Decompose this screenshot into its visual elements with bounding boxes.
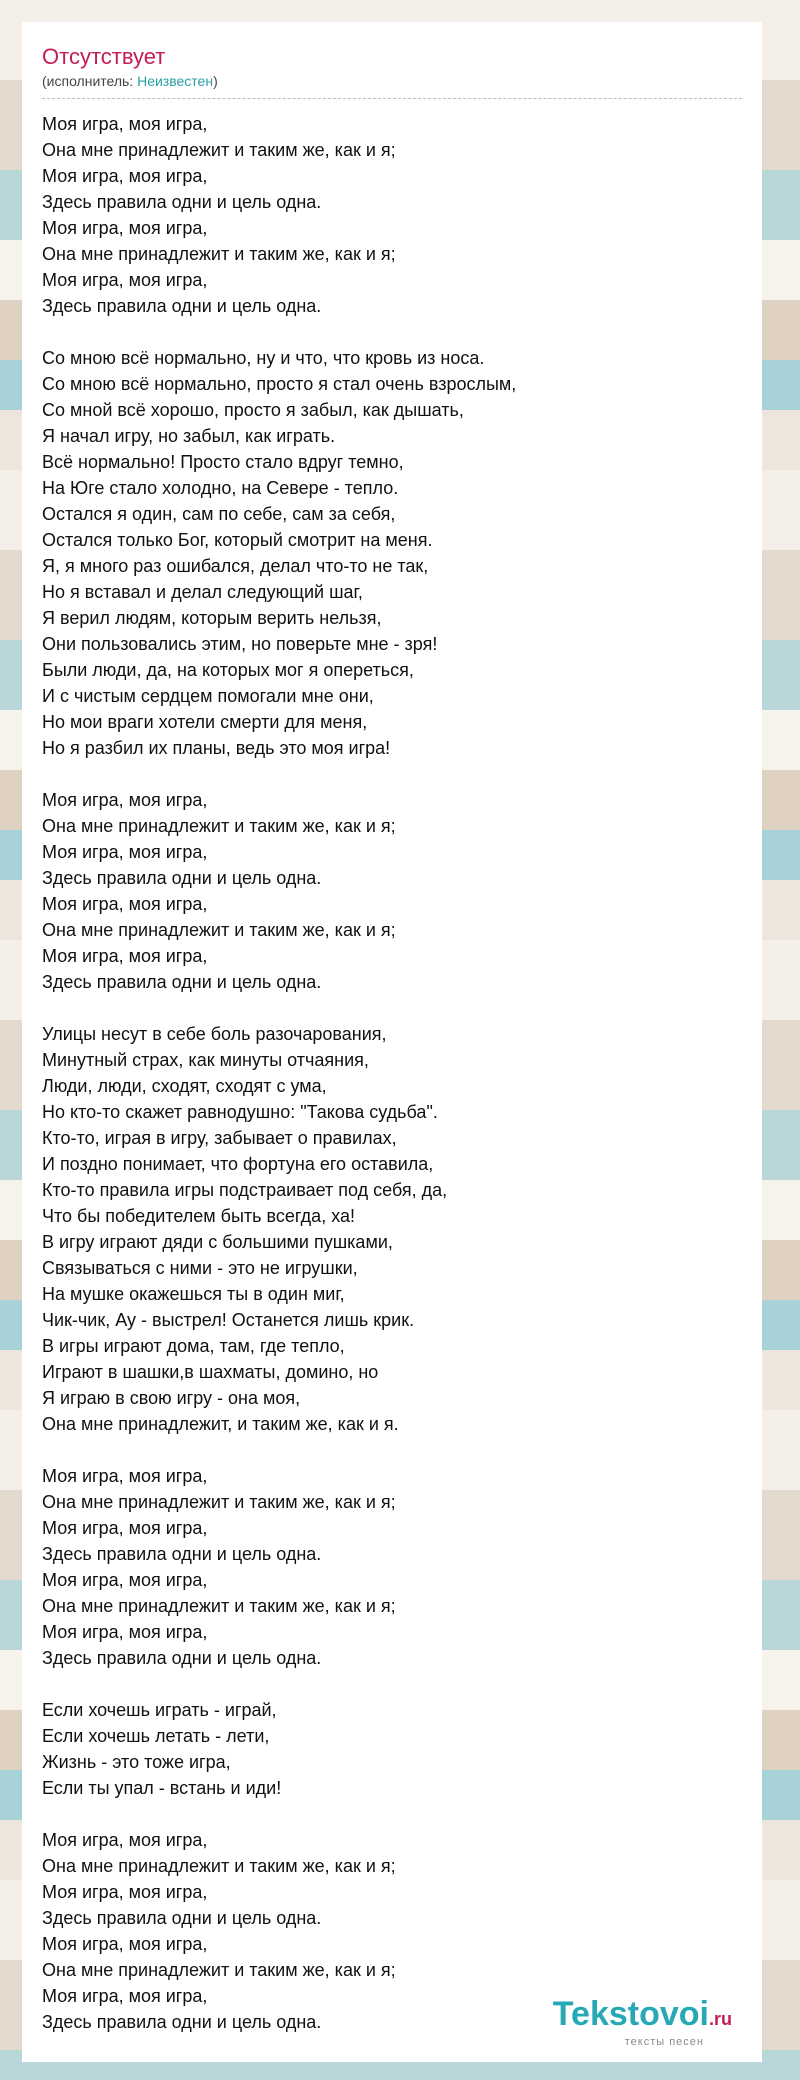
lyric-line: Здесь правила одни и цель одна. — [42, 1544, 322, 1564]
lyric-line: На мушке окажешься ты в один миг, — [42, 1284, 345, 1304]
lyric-line: Здесь правила одни и цель одна. — [42, 2012, 322, 2032]
lyric-line: Она мне принадлежит и таким же, как и я; — [42, 816, 396, 836]
lyric-line: Но я разбил их планы, ведь это моя игра! — [42, 738, 391, 758]
lyric-line: И с чистым сердцем помогали мне они, — [42, 686, 374, 706]
lyric-line: Люди, люди, сходят, сходят с ума, — [42, 1076, 327, 1096]
stanza — [42, 111, 742, 319]
lyric-line: Я, я много раз ошибался, делал что-то не так, — [42, 556, 429, 576]
logo-text: Tekstovoi — [552, 1995, 709, 2033]
lyric-line: Здесь правила одни и цель одна. — [42, 1648, 322, 1668]
lyric-line: И поздно понимает, что фортуна его оставила, — [42, 1154, 434, 1174]
lyric-line: Связываться с ними - это не игрушки, — [42, 1258, 358, 1278]
lyric-line: Она мне принадлежит и таким же, как и я; — [42, 1492, 396, 1512]
lyric-line: Здесь правила одни и цель одна. — [42, 868, 322, 888]
lyric-line: Моя игра, моя игра, — [42, 1830, 208, 1850]
lyric-line: Здесь правила одни и цель одна. — [42, 972, 322, 992]
lyric-line: Моя игра, моя игра, — [42, 1518, 208, 1538]
artist-suffix: ) — [213, 73, 218, 89]
artist-link[interactable]: Неизвестен — [137, 73, 214, 89]
logo-tld: .ru — [708, 2009, 732, 2029]
lyric-line: Жизнь - это тоже игра, — [42, 1752, 231, 1772]
lyric-line: Моя игра, моя игра, — [42, 894, 208, 914]
lyric-line: Она мне принадлежит и таким же, как и я; — [42, 920, 396, 940]
logo-tagline: тексты песен — [624, 2036, 704, 2048]
lyric-line: Моя игра, моя игра, — [42, 218, 208, 238]
stanza — [42, 787, 742, 995]
lyric-line: Моя игра, моя игра, — [42, 1986, 208, 2006]
lyric-line: Она мне принадлежит и таким же, как и я; — [42, 244, 396, 264]
lyric-line: Кто-то, играя в игру, забывает о правилах, — [42, 1128, 397, 1148]
lyric-line: Моя игра, моя игра, — [42, 946, 208, 966]
lyric-line: Моя игра, моя игра, — [42, 1570, 208, 1590]
lyric-line: Были люди, да, на которых мог я опереться, — [42, 660, 414, 680]
lyric-line: Если ты упал - встань и иди! — [42, 1778, 282, 1798]
lyric-line: Здесь правила одни и цель одна. — [42, 1908, 322, 1928]
lyric-line: Здесь правила одни и цель одна. — [42, 296, 322, 316]
lyric-line: Моя игра, моя игра, — [42, 1622, 208, 1642]
lyric-line: Она мне принадлежит, и таким же, как и я. — [42, 1414, 399, 1434]
lyric-line: Если хочешь играть - играй, — [42, 1700, 277, 1720]
lyric-line: Со мной всё хорошо, просто я забыл, как дышать, — [42, 400, 464, 420]
stanza — [42, 1021, 742, 1437]
stanza — [42, 1697, 742, 1801]
lyric-line: Моя игра, моя игра, — [42, 166, 208, 186]
lyric-line: Моя игра, моя игра, — [42, 1882, 208, 1902]
lyrics-card — [22, 22, 762, 2062]
lyric-line: Но мои враги хотели смерти для меня, — [42, 712, 368, 732]
lyric-line: Моя игра, моя игра, — [42, 842, 208, 862]
stanza — [42, 1463, 742, 1671]
artist-line — [42, 72, 742, 99]
lyric-line: Если хочешь летать - лети, — [42, 1726, 270, 1746]
lyric-line: Она мне принадлежит и таким же, как и я; — [42, 1856, 396, 1876]
lyric-line: Я верил людям, которым верить нельзя, — [42, 608, 382, 628]
lyric-line: Она мне принадлежит и таким же, как и я; — [42, 1960, 396, 1980]
lyric-line: Со мною всё нормально, просто я стал очень взрослым, — [42, 374, 517, 394]
lyric-line: Минутный страх, как минуты отчаяния, — [42, 1050, 369, 1070]
lyric-line: Они пользовались этим, но поверьте мне - зря! — [42, 634, 438, 654]
stanza — [42, 345, 742, 761]
lyric-line: Я играю в свою игру - она моя, — [42, 1388, 301, 1408]
lyric-line: Моя игра, моя игра, — [42, 1934, 208, 1954]
site-logo[interactable] — [553, 1997, 732, 2048]
lyric-line: Кто-то правила игры подстраивает под себя, да, — [42, 1180, 448, 1200]
lyric-line: Играют в шашки,в шахматы, домино, но — [42, 1362, 379, 1382]
lyric-line: Моя игра, моя игра, — [42, 114, 208, 134]
lyric-line: Она мне принадлежит и таким же, как и я; — [42, 140, 396, 160]
lyric-line: Моя игра, моя игра, — [42, 1466, 208, 1486]
artist-prefix: (исполнитель: — [42, 73, 138, 89]
lyrics-body — [42, 111, 742, 2035]
song-title: Отсутствует — [42, 44, 166, 69]
lyric-line: Здесь правила одни и цель одна. — [42, 192, 322, 212]
lyric-line: Улицы несут в себе боль разочарования, — [42, 1024, 387, 1044]
lyric-line: В игру играют дяди с большими пушками, — [42, 1232, 393, 1252]
lyric-line: Остался только Бог, который смотрит на меня. — [42, 530, 433, 550]
lyric-line: Что бы победителем быть всегда, ха! — [42, 1206, 356, 1226]
lyric-line: Со мною всё нормально, ну и что, что кровь из носа. — [42, 348, 485, 368]
lyric-line: Я начал игру, но забыл, как играть. — [42, 426, 336, 446]
lyric-line: В игры играют дома, там, где тепло, — [42, 1336, 345, 1356]
lyric-line: Моя игра, моя игра, — [42, 270, 208, 290]
lyric-line: Но я вставал и делал следующий шаг, — [42, 582, 363, 602]
lyric-line: На Юге стало холодно, на Севере - тепло. — [42, 478, 399, 498]
lyric-line: Чик-чик, Ау - выстрел! Останется лишь крик. — [42, 1310, 415, 1330]
lyric-line: Но кто-то скажет равнодушно: "Такова судьба". — [42, 1102, 438, 1122]
lyric-line: Остался я один, сам по себе, сам за себя, — [42, 504, 396, 524]
lyric-line: Всё нормально! Просто стало вдруг темно, — [42, 452, 404, 472]
lyric-line: Она мне принадлежит и таким же, как и я; — [42, 1596, 396, 1616]
lyric-line: Моя игра, моя игра, — [42, 790, 208, 810]
